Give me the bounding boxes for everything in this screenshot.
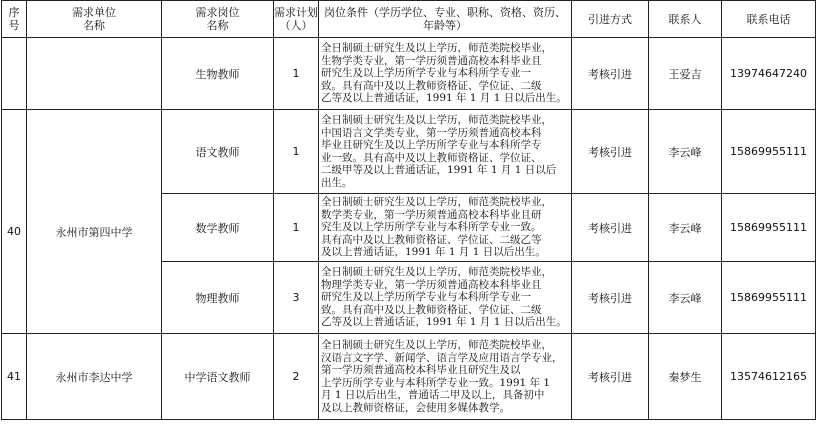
cell-post: 语文教师 <box>162 110 274 194</box>
cell-phone: 15869955111 <box>722 262 816 334</box>
cell-seq: 40 <box>2 110 27 334</box>
cell-plan: 1 <box>274 38 319 110</box>
cell-method: 考核引进 <box>572 334 649 420</box>
cell-contact: 李云峰 <box>649 194 722 262</box>
cell-post: 数学教师 <box>162 194 274 262</box>
cell-plan: 1 <box>274 194 319 262</box>
header-unit: 需求单位 名称 <box>27 1 162 38</box>
cell-contact: 秦梦生 <box>649 334 722 420</box>
cell-plan: 2 <box>274 334 319 420</box>
cell-conditions: 全日制硕士研究生及以上学历，师范类院校毕业， 数学类专业，第一学历须普通高校本科毕业且研 究生及以上学历所学专业与本科所学专业一致。 具有高中及以上教师资格证、学位证、二级乙等 及以上普通话证，1991 年 1 月 1 日以后出生。 <box>319 194 572 262</box>
cell-post: 中学语文教师 <box>162 334 274 420</box>
cell-contact: 王爱吉 <box>649 38 722 110</box>
table-row <box>2 110 816 194</box>
header-contact: 联系人 <box>649 1 722 38</box>
cell-phone: 15869955111 <box>722 110 816 194</box>
cell-phone: 13574612165 <box>722 334 816 420</box>
cell-method: 考核引进 <box>572 194 649 262</box>
table-header-row <box>2 1 816 38</box>
cell-contact: 李云峰 <box>649 110 722 194</box>
cell-seq <box>2 38 27 110</box>
header-phone: 联系电话 <box>722 1 816 38</box>
cell-method: 考核引进 <box>572 262 649 334</box>
header-post: 需求岗位 名称 <box>162 1 274 38</box>
cell-post: 生物教师 <box>162 38 274 110</box>
cell-unit: 永州市第四中学 <box>27 110 162 334</box>
cell-unit: 永州市李达中学 <box>27 334 162 420</box>
table-row <box>2 38 816 110</box>
cell-plan: 1 <box>274 110 319 194</box>
cell-seq: 41 <box>2 334 27 420</box>
cell-conditions: 全日制硕士研究生及以上学历，师范类院校毕业， 生物学类专业，第一学历须普通高校本科毕业且 研究生及以上学历所学专业与本科所学专业一 致。具有高中及以上教师资格证、学位证、二级 乙等及以上普通话证，1991 年 1 月 1 日以后出生。 <box>319 38 572 110</box>
header-cond: 岗位条件（学历学位、专业、职称、资格、资历、 年龄等） <box>319 1 572 38</box>
cell-conditions: 全日制硕士研究生及以上学历，师范类院校毕业， 物理学类专业，第一学历须普通高校本科毕业且 研究生及以上学历所学专业与本科所学专业一 致。具有高中及以上教师资格证、学位证、二级 乙等及以上普通话证，1991 年 1 月 1 日以后出生。 <box>319 262 572 334</box>
cell-method: 考核引进 <box>572 110 649 194</box>
cell-conditions: 全日制硕士研究生及以上学历，师范类院校毕业， 汉语言文字学、新闻学、语言学及应用语言学专业， 第一学历须普通高校本科毕业且研究生及以 上学历所学专业与本科所学专业一致。1991 年 1 月 1 日以后出生，普通话二甲及以上，具备初中 及以上教师资格证，会使用多媒体教学。 <box>319 334 572 420</box>
cell-unit <box>27 38 162 110</box>
cell-conditions: 全日制硕士研究生及以上学历，师范类院校毕业， 中国语言文学类专业，第一学历须普通高校本科 毕业且研究生及以上学历所学专业与本科所学专 业一致。具有高中及以上教师资格证、学位证、 二级甲等及以上普通话证，1991 年 1 月 1 日以后 出生。 <box>319 110 572 194</box>
cell-contact: 李云峰 <box>649 262 722 334</box>
table-row <box>2 334 816 420</box>
cell-phone: 13974647240 <box>722 38 816 110</box>
cell-post: 物理教师 <box>162 262 274 334</box>
header-plan: 需求计划 （人） <box>274 1 319 38</box>
recruitment-table <box>1 0 816 420</box>
header-seq: 序 号 <box>2 1 27 38</box>
cell-phone: 15869955111 <box>722 194 816 262</box>
header-method: 引进方式 <box>572 1 649 38</box>
cell-plan: 3 <box>274 262 319 334</box>
cell-method: 考核引进 <box>572 38 649 110</box>
